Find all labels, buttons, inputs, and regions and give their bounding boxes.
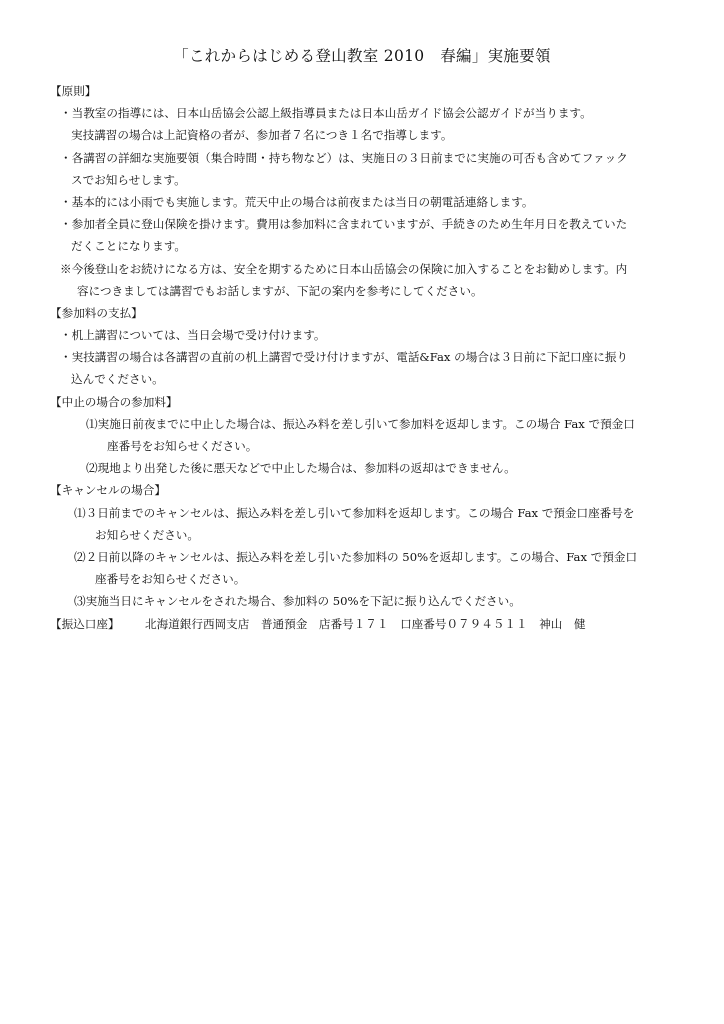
section-heading-rules: 【原則】 (50, 84, 97, 98)
section-heading-cancel-fee: 【中止の場合の参加料】 (50, 394, 178, 409)
cancellation-line: ⑴３日前までのキャンセルは、振込み料を差し引いて参加料を返却します。この場合 Fax で預金口座番号を (74, 505, 635, 520)
document-title: 「これからはじめる登山教室 2010 春編」実施要領 (173, 47, 551, 65)
payment-line: 込んでください。 (71, 372, 164, 387)
cancel-fee-line: ⑵現地より出発した後に悪天などで中止した場合は、参加料の返却はできません。 (86, 461, 516, 476)
section-heading-cancellation: 【キャンセルの場合】 (50, 483, 166, 498)
rules-line: ・当教室の指導には、日本山岳協会公認上級指導員または日本山岳ガイド協会公認ガイドが当ります。 (60, 106, 592, 121)
payment-line: ・実技講習の場合は各講習の直前の机上講習で受け付けますが、電話&Fax の場合は３日前に下記口座に振り (60, 350, 629, 365)
rules-line: 実技講習の場合は上記資格の者が、参加者７名につき１名で指導します。 (71, 128, 453, 143)
rules-line: だくことになります。 (71, 239, 187, 254)
section-heading-payment: 【参加料の支払】 (50, 305, 143, 320)
cancel-fee-line: ⑴実施日前夜までに中止した場合は、振込み料を差し引いて参加料を返却します。この場合 Fax で預金口 (86, 416, 635, 431)
cancellation-line: ⑵２日前以降のキャンセルは、振込み料を差し引いた参加料の 50%を返却します。この場合、Fax で預金口 (74, 549, 638, 564)
cancellation-line: お知らせください。 (95, 527, 199, 542)
rules-note-line: ※今後登山をお続けになる方は、安全を期するために日本山岳協会の保険に加入することをお勧めします。内 (60, 261, 628, 276)
transfer-account-details: 北海道銀行西岡支店 普通預金 店番号１７１ 口座番号０７９４５１１ 神山 健 (145, 616, 586, 631)
rules-line: ・参加者全員に登山保険を掛けます。費用は参加料に含まれていますが、手続きのため生年月日を教えていた (60, 217, 628, 232)
rules-line: ・基本的には小雨でも実施します。荒天中止の場合は前夜または当日の朝電話連絡します。 (60, 194, 534, 209)
rules-note-line: 容につきましては講習でもお話しますが、下記の案内を参考にしてください。 (77, 283, 483, 298)
rules-line: ・各講習の詳細な実施要領（集合時間・持ち物など）は、実施日の３日前までに実施の可否も含めてファック (60, 150, 628, 165)
cancel-fee-line: 座番号をお知らせください。 (107, 439, 258, 453)
transfer-account-row (50, 613, 700, 635)
payment-line: ・机上講習については、当日会場で受け付けます。 (60, 328, 326, 343)
cancellation-line: 座番号をお知らせください。 (95, 572, 246, 587)
document-body (50, 80, 700, 635)
rules-line: スでお知らせします。 (71, 172, 186, 187)
section-heading-transfer: 【振込口座】 (50, 616, 120, 631)
cancellation-line: ⑶実施当日にキャンセルをされた場合、参加料の 50%を下記に振り込んでください。 (74, 594, 521, 609)
